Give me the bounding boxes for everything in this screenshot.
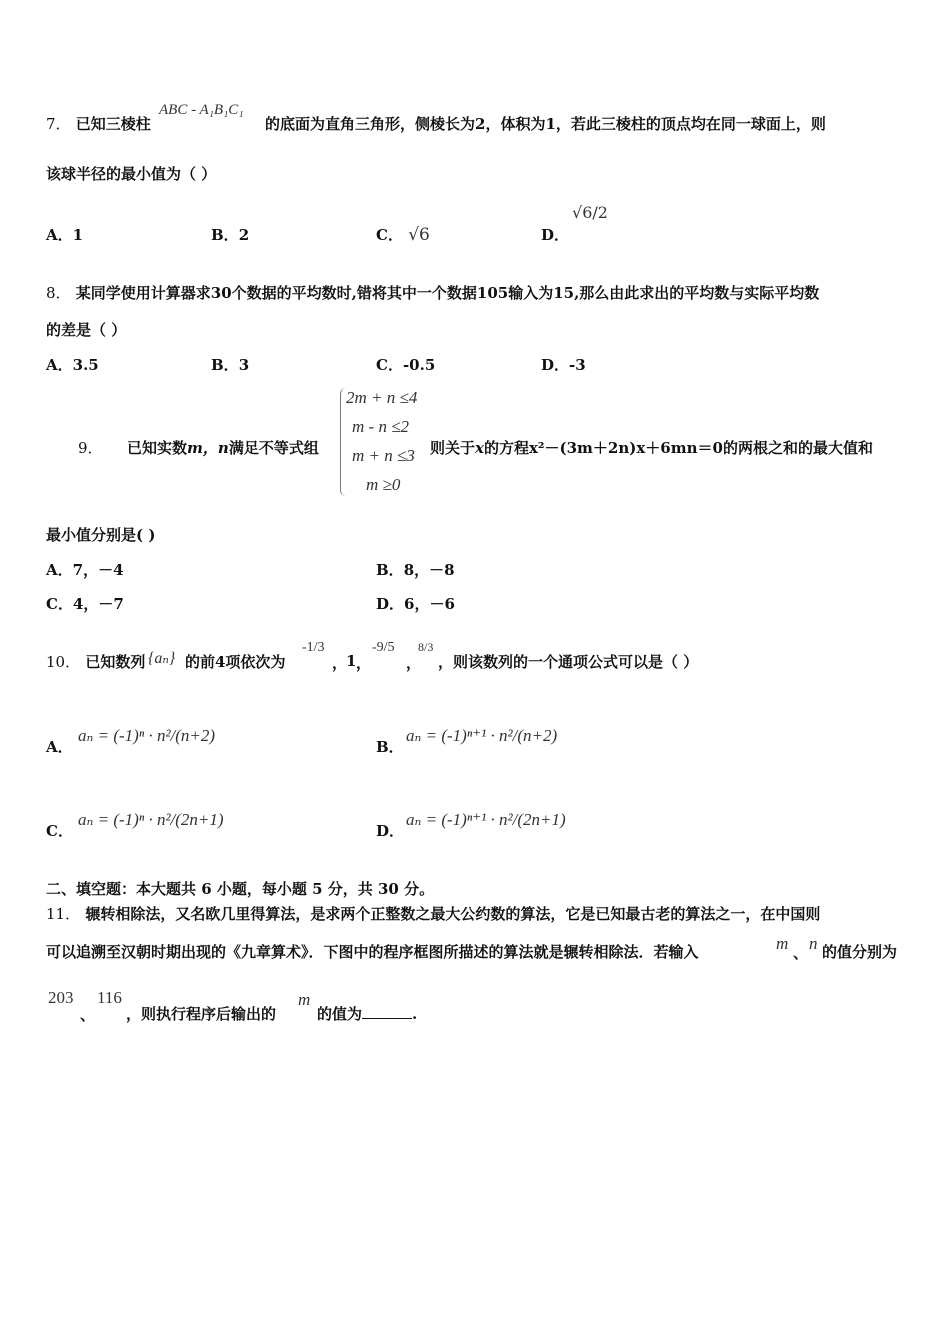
q7-option-d-label: D．: [541, 226, 570, 244]
q9-option-a-label: A．: [46, 561, 73, 579]
q9-vars: m，n: [187, 439, 229, 457]
q11-line3: [126, 1004, 276, 1024]
q9-text-c: 则关于: [430, 439, 476, 457]
q9-text-d: 的方程: [483, 439, 529, 457]
q10-option-d-label[interactable]: D．: [376, 822, 405, 840]
q9-text-b: 满足不等式组: [228, 439, 319, 457]
q10-term-3: -9/5: [372, 640, 395, 655]
q11-line2-rest: 的值分别为: [822, 943, 898, 961]
q7-line2: 该球半径的最小值为（ ）: [46, 165, 217, 183]
q10-option-a-label[interactable]: A．: [46, 738, 73, 756]
q8-option-c-label: C．: [376, 356, 403, 374]
q9-option-c-label: C．: [46, 595, 73, 613]
q10-option-c-label[interactable]: C．: [46, 822, 73, 840]
q10-number: 10．: [46, 653, 81, 671]
q8-number: 8．: [46, 284, 71, 302]
q10-option-b-formula[interactable]: aₙ = (-1)ⁿ⁺¹ · n²/(n+2): [406, 726, 558, 745]
q9-option-b-value: 8，－8: [403, 561, 455, 579]
q9-text-a: 已知实数: [127, 439, 188, 457]
q9-line1-rest: [430, 438, 873, 458]
q11-value-2: 116: [97, 988, 122, 1007]
q10-term-4: 8/3: [418, 640, 434, 654]
q11-line2: 可以追溯至汉朝时期出现的《九章算术》．下图中的程序框图所描述的算法就是辗转相除法．若输入: [46, 943, 699, 961]
q9-option-b-label: B．: [376, 561, 404, 579]
q10-term-2: 1: [346, 652, 357, 670]
q10-sep-1: ，: [332, 654, 348, 672]
q8-text: 某同学使用计算器求30个数据的平均数时,错将其中一个数据105输入为15,那么由此求出的平均数与实际平均数: [75, 284, 820, 302]
q8-option-a[interactable]: [46, 354, 99, 375]
q10-option-a-formula[interactable]: aₙ = (-1)ⁿ · n²/(n+2): [78, 726, 216, 745]
q9-option-b[interactable]: [376, 559, 455, 580]
q10-sequence: {aₙ}: [148, 650, 176, 667]
q8-option-c[interactable]: [376, 354, 435, 375]
q10-sep-2: ，: [356, 654, 372, 672]
q7-option-c-label: C．: [376, 226, 403, 244]
q11-var-m: m: [776, 934, 789, 953]
q9-text-e: 的两根之和的最大值和: [722, 439, 873, 457]
q9-option-c[interactable]: [46, 593, 124, 614]
q8-option-a-label: A．: [46, 356, 73, 374]
q11-sep-2: 、: [80, 1006, 96, 1024]
q11-sep: 、: [793, 944, 809, 962]
q11-answer-blank[interactable]: [362, 1004, 412, 1019]
q9-system-line-2: m - n ≤2: [352, 417, 410, 436]
q8-option-b-label: B．: [211, 356, 239, 374]
q7-option-a[interactable]: [46, 224, 83, 245]
q9-option-c-value: 4，－7: [72, 595, 124, 613]
q9-line2: 最小值分别是( ): [46, 526, 156, 544]
q8-option-b[interactable]: [211, 354, 249, 375]
q8-option-b-value: 3: [238, 356, 250, 374]
q8-option-a-value: 3.5: [72, 356, 99, 374]
q8-option-d-value: -3: [569, 356, 586, 374]
q11-line1-text: 辗转相除法，又名欧几里得算法，是求两个正整数之最大公约数的算法，它是已知最古老的算法之一，在中国则: [85, 905, 821, 923]
q11-var-n: n: [809, 934, 818, 953]
q7-option-a-label: A．: [46, 226, 73, 244]
q7-option-b-value: 2: [238, 226, 250, 244]
q10-text-b: 的前4项依次为: [185, 653, 286, 671]
q7-option-c-value: √6: [408, 225, 430, 245]
q8-line1: [46, 283, 819, 303]
q10-option-b-label[interactable]: B．: [376, 738, 404, 756]
q10-text-c: ，则该数列的一个通项公式可以是（ ）: [438, 653, 699, 671]
q9-equation: x²－(3m＋2n)x＋6mn＝0: [528, 439, 723, 457]
q11-value-1: 203: [48, 988, 74, 1007]
q9-option-a[interactable]: [46, 559, 124, 580]
q10-sep-3: ，: [406, 654, 422, 672]
q11-line3-text-a: ，则执行程序后输出的: [126, 1005, 277, 1023]
q8-option-d-label: D．: [541, 356, 570, 374]
q7-option-b[interactable]: [211, 224, 249, 245]
q7-text-b: 的底面为直角三角形，侧棱长为2，体积为1，若此三棱柱的顶点均在同一球面上，则: [265, 115, 826, 133]
section2-heading: 二、填空题：本大题共 6 小题，每小题 5 分，共 30 分。: [46, 880, 435, 898]
q9-system-line-3: m + n ≤3: [352, 446, 415, 465]
q9-option-a-value: 7，－4: [72, 561, 124, 579]
q9-line1-lead: [78, 438, 319, 458]
q7-line1-rest: [265, 114, 826, 134]
q11-line3-rest: [317, 1004, 417, 1024]
q9-var-x: x: [475, 439, 484, 457]
q9-system-line-4: m ≥0: [366, 475, 401, 494]
q7-option-d-label-wrap[interactable]: [541, 224, 569, 245]
q7-number: 7．: [46, 115, 71, 133]
q7-prism-formula: ABC - A₁B₁C₁: [159, 102, 244, 118]
q10-line1-lead: [46, 652, 145, 672]
q7-option-c[interactable]: [376, 224, 430, 245]
q11-line1: [46, 904, 820, 924]
q7-option-d-value[interactable]: √6/2: [572, 203, 608, 222]
q9-option-d[interactable]: [376, 593, 455, 614]
q10-option-c-formula[interactable]: aₙ = (-1)ⁿ · n²/(2n+1): [78, 810, 224, 829]
q11-output-var: m: [298, 990, 311, 1009]
q10-option-d-formula[interactable]: aₙ = (-1)ⁿ⁺¹ · n²/(2n+1): [406, 810, 566, 829]
q8-option-c-value: -0.5: [402, 356, 436, 374]
q9-system-line-1: 2m + n ≤4: [346, 388, 418, 407]
q11-number: 11．: [46, 905, 81, 923]
q7-text-a: 已知三棱柱: [75, 115, 151, 133]
q10-term-1: -1/3: [302, 640, 325, 655]
q9-option-d-label: D．: [376, 595, 405, 613]
q7-option-b-label: B．: [211, 226, 239, 244]
q11-line3-text-b: 的值为: [317, 1005, 363, 1023]
q7-line1: [46, 114, 151, 134]
q8-option-d[interactable]: [541, 354, 586, 375]
q11-line3-end: .: [412, 1005, 418, 1023]
q10-text-a: 已知数列: [85, 653, 146, 671]
q9-number: 9．: [78, 439, 103, 457]
q9-option-d-value: 6，－6: [404, 595, 455, 613]
q8-line2: 的差是（ ）: [46, 321, 127, 339]
q7-option-a-value: 1: [72, 226, 84, 244]
